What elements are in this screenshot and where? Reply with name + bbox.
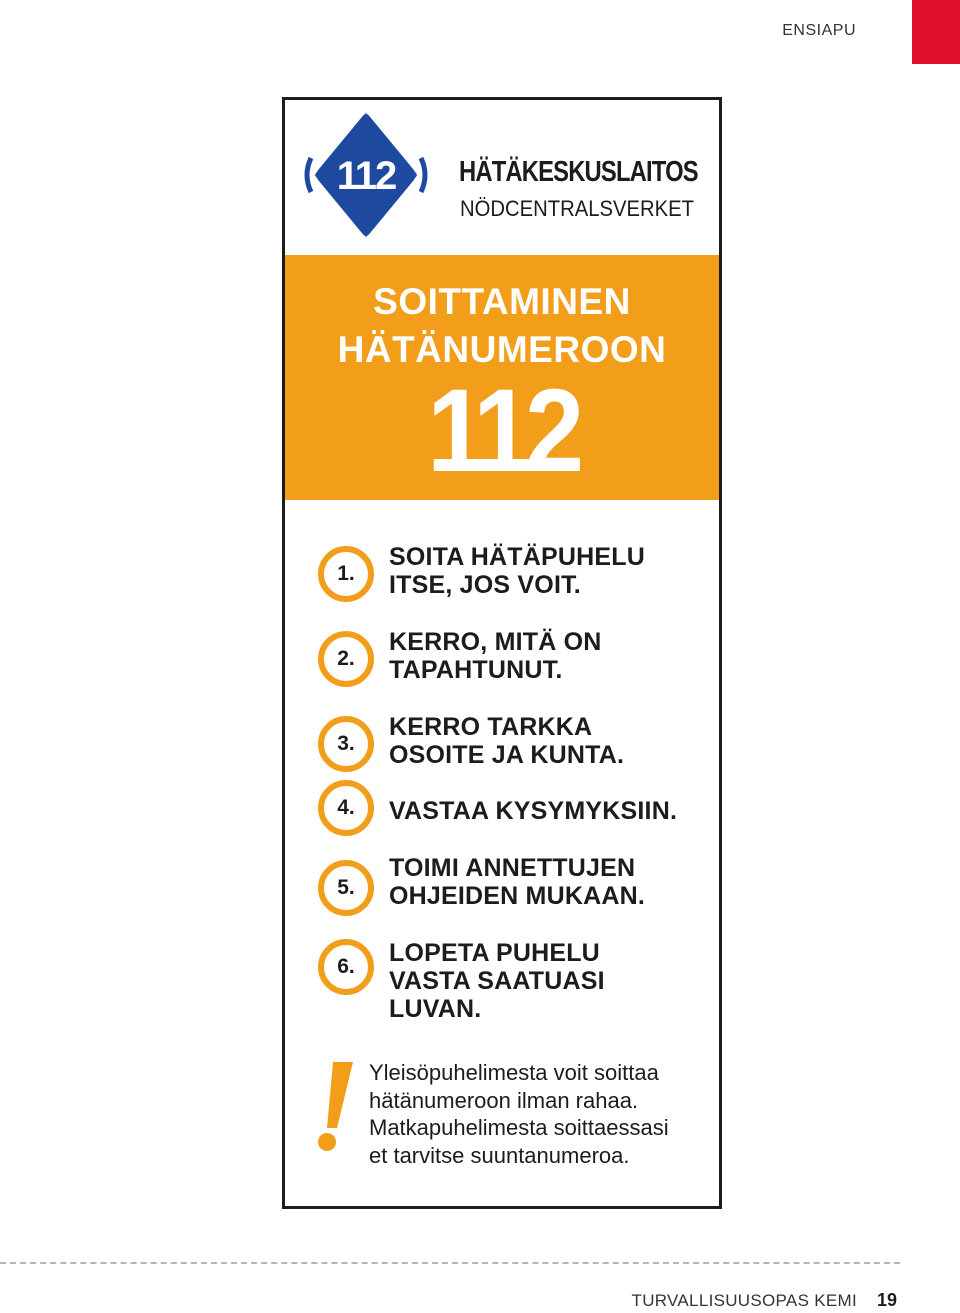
note-text <box>369 1059 719 1169</box>
step-text <box>389 628 709 684</box>
banner-title-line-1: SOITTAMINEN <box>373 281 631 322</box>
page-number: 19 <box>876 1290 897 1310</box>
step-text <box>389 797 709 825</box>
step-text-line: LOPETA PUHELU <box>389 939 600 967</box>
step-text-line: TOIMI ANNETTUJEN <box>389 854 636 882</box>
step-number-badge: 6. <box>318 939 374 995</box>
logo <box>301 110 711 240</box>
banner-title-line-2: HÄTÄNUMEROON <box>337 329 667 370</box>
step-text-line: KERRO TARKKA <box>389 713 593 741</box>
step-text-line: VASTA SAATUASI <box>389 967 605 995</box>
note-line: hätänumeroon ilman rahaa. <box>369 1087 639 1113</box>
step-number-badge: 1. <box>318 546 374 602</box>
step-text-line: OSOITE JA KUNTA. <box>389 741 625 769</box>
step-text-line: TAPAHTUNUT. <box>389 656 563 684</box>
footer-title: TURVALLISUUSOPAS KEMI <box>631 1291 857 1310</box>
logo-title: HÄTÄKESKUSLAITOS <box>459 156 698 188</box>
step-text <box>389 939 709 1023</box>
red-corner-tab <box>912 0 960 64</box>
step-number-badge: 2. <box>318 631 374 687</box>
step-text-line: SOITA HÄTÄPUHELU <box>389 543 645 571</box>
step-text-line: OHJEIDEN MUKAAN. <box>389 882 645 910</box>
step-text-line: VASTAA KYSYMYKSIIN. <box>389 797 678 825</box>
note-line: et tarvitse suuntanumeroa. <box>369 1142 630 1168</box>
note-line: Matkapuhelimesta soittaessasi <box>369 1115 669 1140</box>
section-label: ENSIAPU <box>782 22 856 39</box>
step-text <box>389 713 709 769</box>
step-number-badge: 4. <box>318 780 374 836</box>
step-text-line: ITSE, JOS VOIT. <box>389 571 581 599</box>
step-text-line: LUVAN. <box>389 995 482 1023</box>
hatakeskus-emblem-icon <box>301 110 431 240</box>
step-text <box>389 854 709 910</box>
emergency-call-card <box>282 97 722 1209</box>
note-line: Yleisöpuhelimesta voit soittaa <box>369 1060 659 1085</box>
emergency-number: 112 <box>427 365 577 497</box>
emblem-number: 112 <box>336 154 396 198</box>
banner <box>285 255 719 500</box>
step-number-badge: 5. <box>318 860 374 916</box>
logo-subtitle: NÖDCENTRALSVERKET <box>460 196 694 221</box>
footer-divider <box>0 1262 900 1264</box>
step-text <box>389 543 709 599</box>
exclamation-icon <box>313 1058 357 1154</box>
step-number-badge: 3. <box>318 716 374 772</box>
step-text-line: KERRO, MITÄ ON <box>389 628 602 656</box>
